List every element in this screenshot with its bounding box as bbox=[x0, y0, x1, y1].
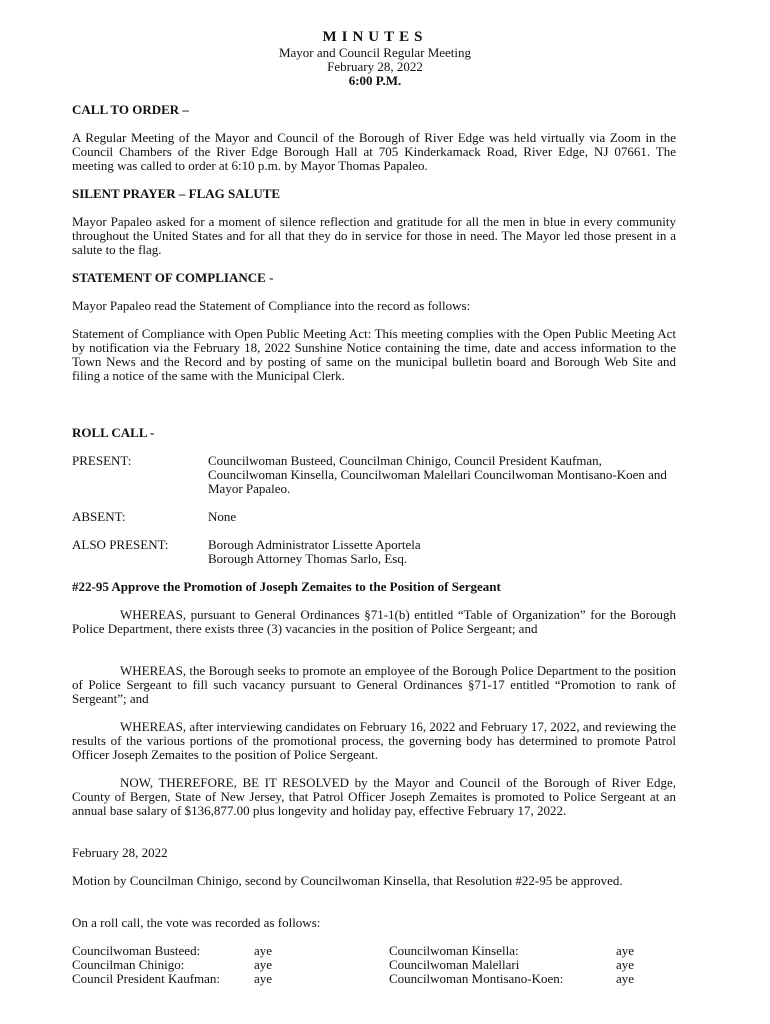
absent-label: ABSENT: bbox=[72, 509, 126, 524]
roll-call-heading: ROLL CALL - bbox=[72, 425, 155, 440]
vote-name: Councilwoman Busteed: bbox=[72, 943, 201, 958]
absent-value: None bbox=[208, 509, 237, 524]
also-present-label: ALSO PRESENT: bbox=[72, 537, 169, 552]
prayer-text: Mayor Papaleo asked for a moment of silence reflection and gratitude for all the men in blue in every community throughout the United States and for all that they do in service for those in need. The Mayor led those present in a salute to the flag. bbox=[72, 214, 676, 257]
motion-text: Motion by Councilman Chinigo, second by Councilwoman Kinsella, that Resolution #22-95 be approved. bbox=[72, 873, 623, 888]
vote-value: aye bbox=[616, 943, 635, 958]
meeting-time: 6:00 P.M. bbox=[348, 73, 402, 88]
also-present-line-2: Borough Attorney Thomas Sarlo, Esq. bbox=[208, 551, 408, 566]
vote-name: Council President Kaufman: bbox=[72, 971, 221, 986]
vote-value: aye bbox=[616, 971, 635, 986]
whereas-2: WHEREAS, the Borough seeks to promote an employee of the Borough Police Department to the position of Police Sergeant to fill such vacancy pursuant to General Ordinances §71-17 entitled “Promotion to rank of Sergeant”; and bbox=[72, 663, 676, 706]
whereas-1: WHEREAS, pursuant to General Ordinances §71-1(b) entitled “Table of Organization” for the Borough Police Department, there exists three (3) vacancies in the position of Police Sergeant; and bbox=[72, 607, 676, 636]
compliance-heading: STATEMENT OF COMPLIANCE - bbox=[72, 270, 274, 285]
vote-name: Councilwoman Kinsella: bbox=[389, 943, 519, 958]
vote-value: aye bbox=[254, 957, 273, 972]
present-value: Councilwoman Busteed, Councilman Chinigo, Council President Kaufman, Councilwoman Kinsella, Councilwoman Malellari Councilwoman Montisano-Koen and Mayor Papaleo. bbox=[208, 453, 667, 496]
whereas-3: WHEREAS, after interviewing candidates on February 16, 2022 and February 17, 2022, and reviewing the results of the various portions of the promotional process, the governing body has determined to promote Patrol Officer Joseph Zemaites to the position of Police Sergeant. bbox=[72, 719, 676, 762]
meeting-date: February 28, 2022 bbox=[327, 59, 423, 74]
prayer-heading: SILENT PRAYER – FLAG SALUTE bbox=[72, 186, 281, 201]
document-title: MINUTES bbox=[322, 29, 428, 45]
vote-value: aye bbox=[254, 971, 273, 986]
vote-value: aye bbox=[616, 957, 635, 972]
also-present-line-1: Borough Administrator Lissette Aportela bbox=[208, 537, 421, 552]
call-to-order-heading: CALL TO ORDER – bbox=[72, 102, 189, 117]
vote-name: Councilman Chinigo: bbox=[72, 957, 185, 972]
meeting-type: Mayor and Council Regular Meeting bbox=[278, 45, 472, 60]
vote-intro: On a roll call, the vote was recorded as follows: bbox=[72, 915, 321, 930]
compliance-statement: Statement of Compliance with Open Public Meeting Act: This meeting complies with the Open Public Meeting Act by notification via the February 18, 2022 Sunshine Notice containing the time, date and access information to the Town News and the Record and by posting of same on the municipal bulletin board and Borough Web Site and filing a notice of the same with the Municipal Clerk. bbox=[72, 326, 676, 383]
resolution-date: February 28, 2022 bbox=[72, 845, 168, 860]
vote-name: Councilwoman Malellari bbox=[389, 957, 520, 972]
vote-name: Councilwoman Montisano-Koen: bbox=[389, 971, 564, 986]
present-label: PRESENT: bbox=[72, 453, 132, 468]
resolution-heading: #22-95 Approve the Promotion of Joseph Zemaites to the Position of Sergeant bbox=[72, 579, 501, 594]
resolved-clause: NOW, THEREFORE, BE IT RESOLVED by the Mayor and Council of the Borough of River Edge, County of Bergen, State of New Jersey, that Patrol Officer Joseph Zemaites is promoted to Police Sergeant at an annual base salary of $136,877.00 plus longevity and holiday pay, effective February 17, 2022. bbox=[72, 775, 676, 818]
compliance-intro: Mayor Papaleo read the Statement of Compliance into the record as follows: bbox=[72, 298, 471, 313]
vote-value: aye bbox=[254, 943, 273, 958]
call-to-order-text: A Regular Meeting of the Mayor and Council of the Borough of River Edge was held virtually via Zoom in the Council Chambers of the River Edge Borough Hall at 705 Kinderkamack Road, River Edge, NJ 07661. The meeting was called to order at 6:10 p.m. by Mayor Thomas Papaleo. bbox=[72, 130, 676, 173]
